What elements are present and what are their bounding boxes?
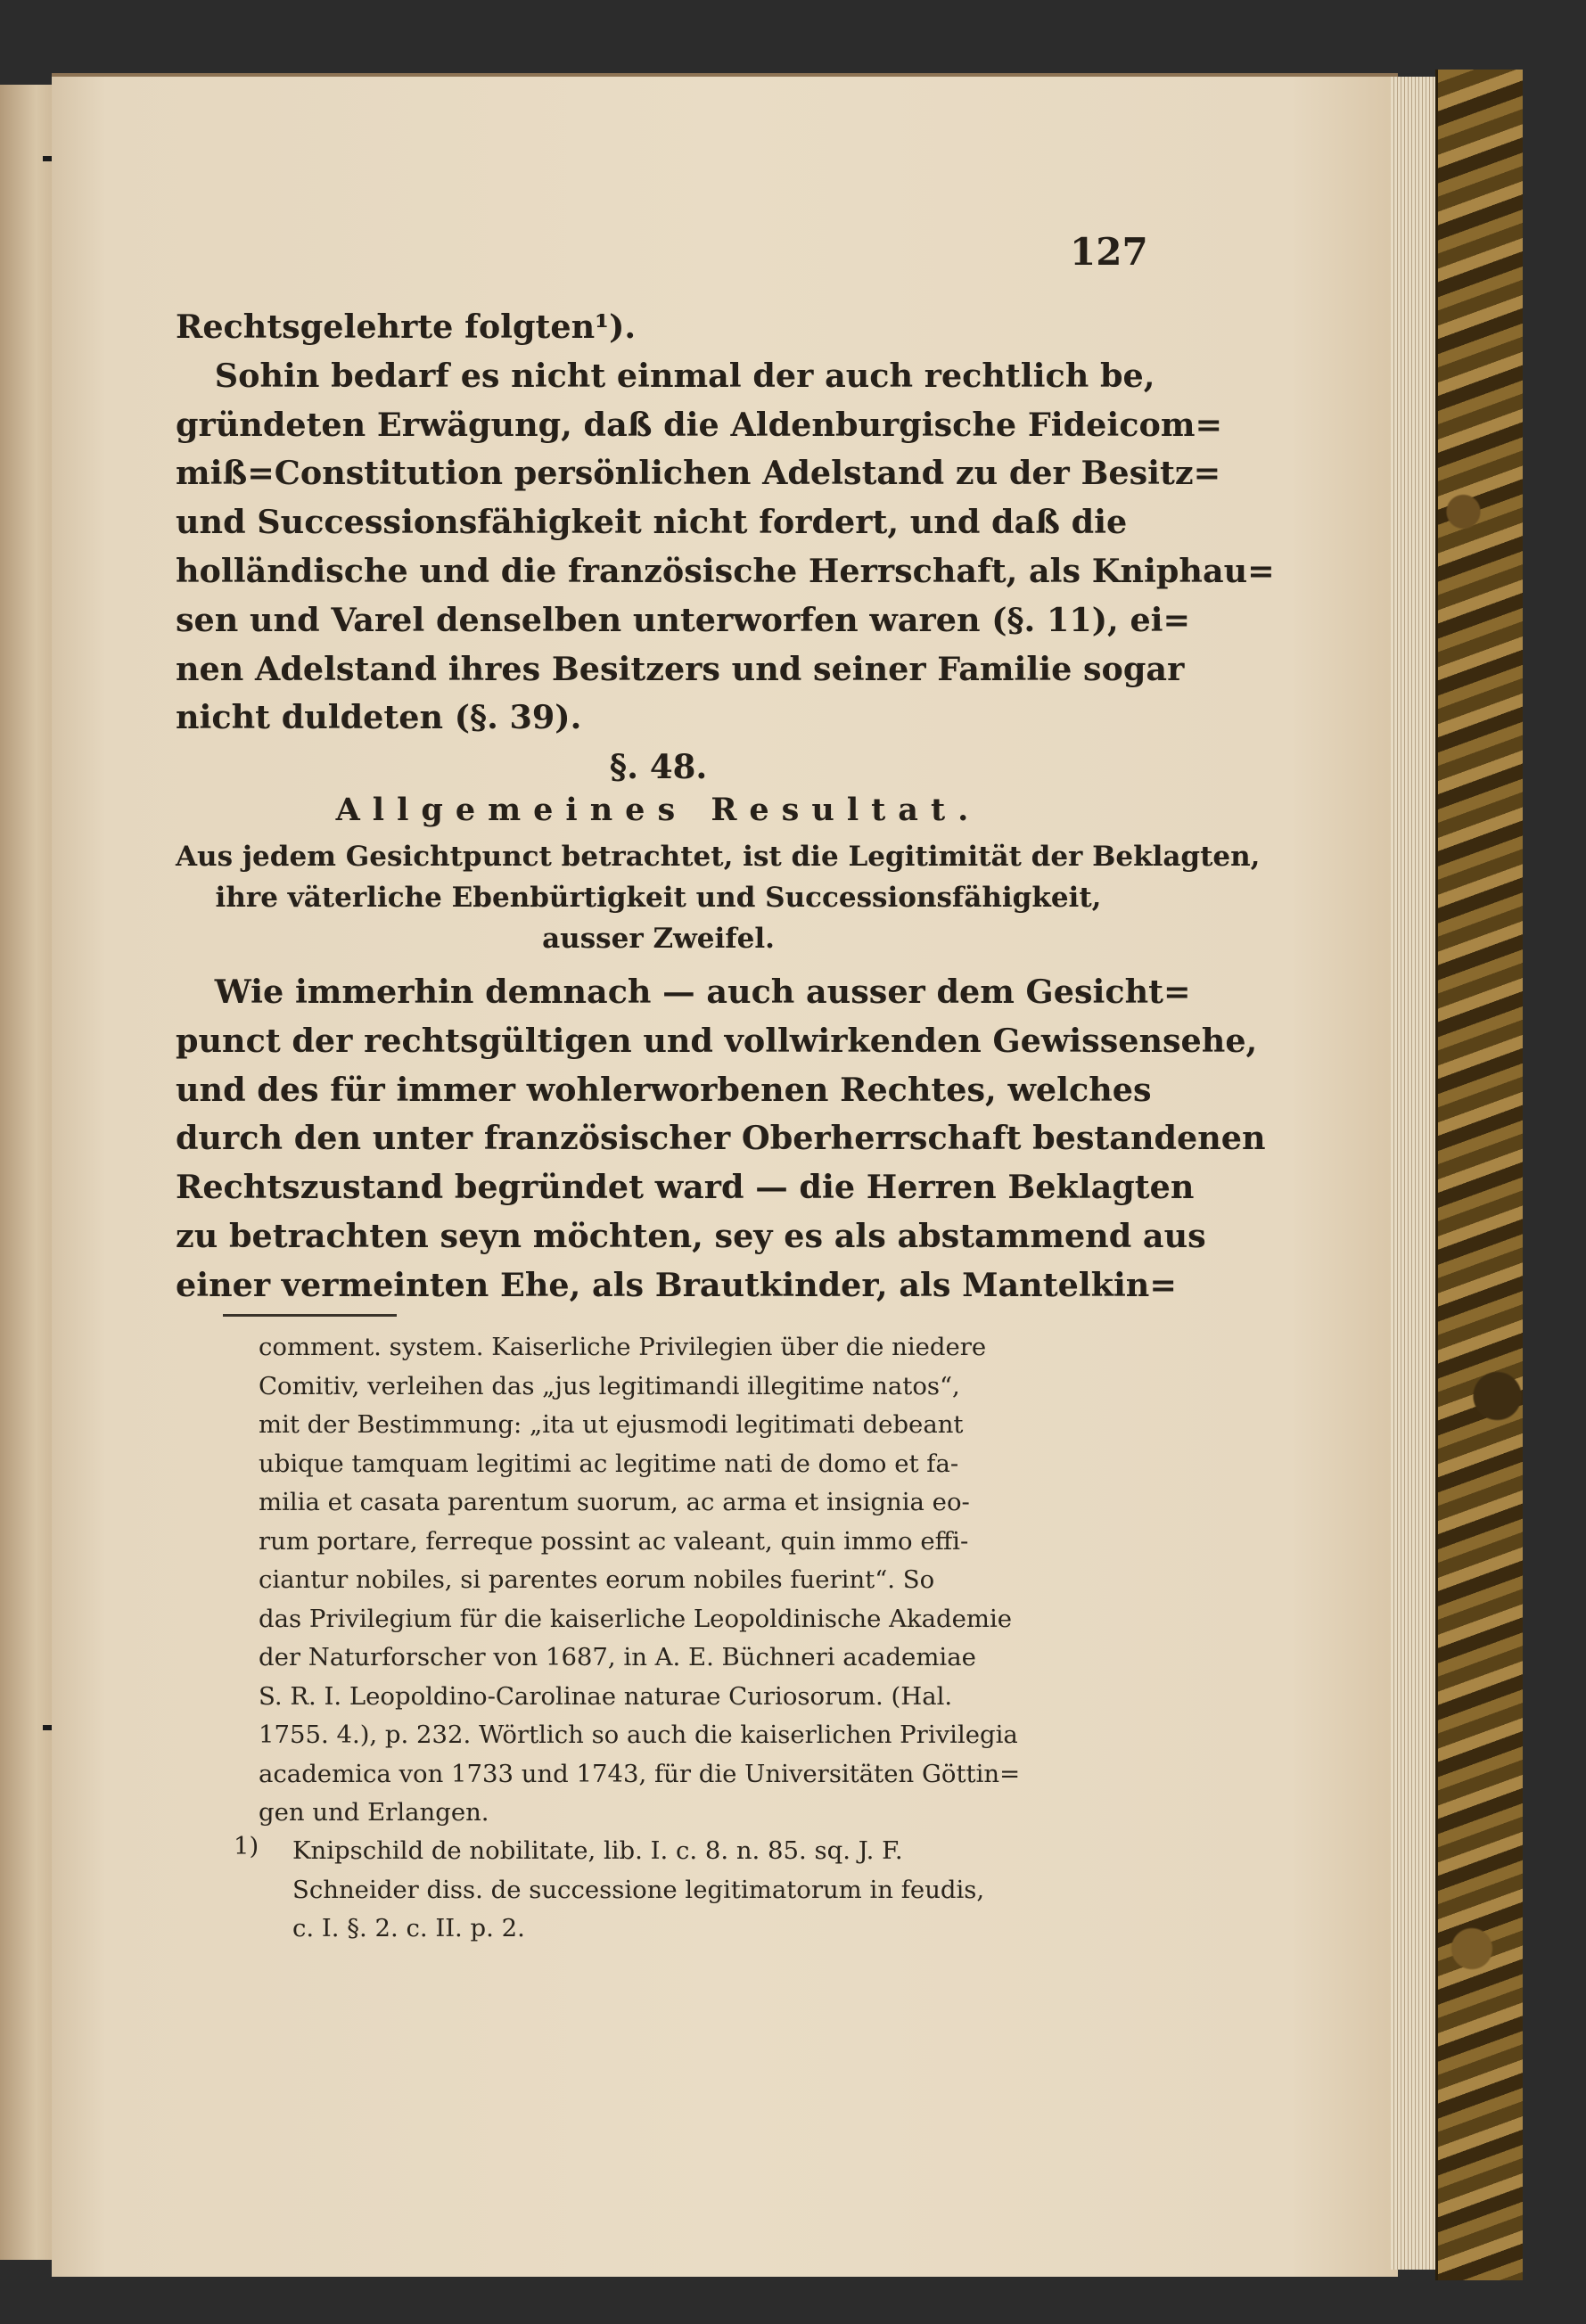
- body-line: miß=Constitution persönlichen Adelstand zu der Besitz=: [176, 454, 1221, 493]
- body-paragraph-1: [176, 303, 1275, 743]
- body-line: Rechtsgelehrte folgten¹).: [176, 308, 637, 346]
- summary-line: ausser Zweifel.: [542, 923, 775, 955]
- footnote-line: Knipschild de nobilitate, lib. I. c. 8. n. 85. sq. J. F.: [292, 1836, 903, 1865]
- marbled-cover: [1435, 70, 1523, 2280]
- footnote-line: milia et casata parentum suorum, ac arma et insignia eo-: [259, 1488, 970, 1516]
- body-line: punct der rechtsgültigen und vollwirkenden Gewissensehe,: [176, 1021, 1258, 1060]
- body-line: nicht duldeten (§. 39).: [176, 698, 582, 737]
- footnote-line: Schneider diss. de successione legitimatorum in feudis,: [292, 1875, 985, 1904]
- body-line: Rechtszustand begründet ward — die Herren Beklagten: [176, 1168, 1195, 1207]
- footnote-line: der Naturforscher von 1687, in A. E. Büchneri academiae: [259, 1643, 976, 1671]
- footnote-line: ubique tamquam legitimi ac legitime nati de domo et fa-: [259, 1449, 959, 1478]
- body-paragraph-2: [176, 968, 1266, 1310]
- summary-line: Aus jedem Gesichtpunct betrachtet, ist die Legitimität der Beklagten,: [176, 841, 1261, 873]
- footnote-line: c. I. §. 2. c. II. p. 2.: [292, 1914, 525, 1942]
- page-number: 127: [1070, 230, 1148, 274]
- footnote-line: ciantur nobiles, si parentes eorum nobiles fuerint“. So: [259, 1565, 935, 1594]
- footnote-rule: [223, 1314, 397, 1317]
- left-page-edge: [0, 85, 52, 2260]
- page-edges: [1391, 77, 1435, 2270]
- section-summary: [176, 836, 1261, 959]
- footnote-line: S. R. I. Leopoldino-Carolinae naturae Curiosorum. (Hal.: [259, 1681, 953, 1711]
- footnote-line: gen und Erlangen.: [259, 1798, 489, 1827]
- body-line: holländische und die französische Herrschaft, als Kniphau=: [176, 551, 1275, 590]
- body-line: einer vermeinten Ehe, als Brautkinder, als Mantelkin=: [176, 1265, 1177, 1304]
- body-line: und Successionsfähigkeit nicht fordert, und daß die: [176, 503, 1128, 542]
- footnote-1: [292, 1832, 1139, 1949]
- body-line: nen Adelstand ihres Besitzers und seiner Familie sogar: [176, 649, 1185, 688]
- body-line: Wie immerhin demnach — auch ausser dem Gesicht=: [214, 973, 1191, 1011]
- body-line: sen und Varel denselben unterworfen waren (§. 11), ei=: [176, 600, 1191, 639]
- footnote-line: rum portare, ferreque possint ac valeant, quin immo effi-: [259, 1526, 969, 1556]
- body-line: durch den unter französischer Oberherrschaft bestandenen: [176, 1119, 1266, 1158]
- summary-line: ihre väterliche Ebenbürtigkeit und Successionsfähigkeit,: [215, 882, 1102, 914]
- body-line: zu betrachten seyn möchten, sey es als abstammend aus: [176, 1216, 1206, 1255]
- body-line: und des für immer wohlerworbenen Rechtes, welches: [176, 1070, 1152, 1109]
- body-line: gründeten Erwägung, daß die Aldenburgische Fideicom=: [176, 405, 1223, 444]
- footnote-1-label: 1): [234, 1832, 259, 1860]
- section-title: Allgemeines Resultat.: [335, 792, 982, 828]
- footnote-line: mit der Bestimmung: „ita ut ejusmodi legitimati debeant: [259, 1410, 964, 1439]
- footnote-continuation: [259, 1328, 1137, 1833]
- section-number: §. 48.: [609, 747, 708, 786]
- footnote-line: Comitiv, verleihen das „jus legitimandi illegitime natos“,: [259, 1371, 960, 1400]
- footnote-line: comment. system. Kaiserliche Privilegien über die niedere: [259, 1333, 987, 1361]
- footnote-line: academica von 1733 und 1743, für die Universitäten Göttin=: [259, 1759, 1021, 1788]
- footnote-line: 1755. 4.), p. 232. Wörtlich so auch die kaiserlichen Privilegia: [259, 1720, 1018, 1749]
- body-line: Sohin bedarf es nicht einmal der auch rechtlich be,: [214, 356, 1155, 395]
- footnote-line: das Privilegium für die kaiserliche Leopoldinische Akademie: [259, 1604, 1013, 1633]
